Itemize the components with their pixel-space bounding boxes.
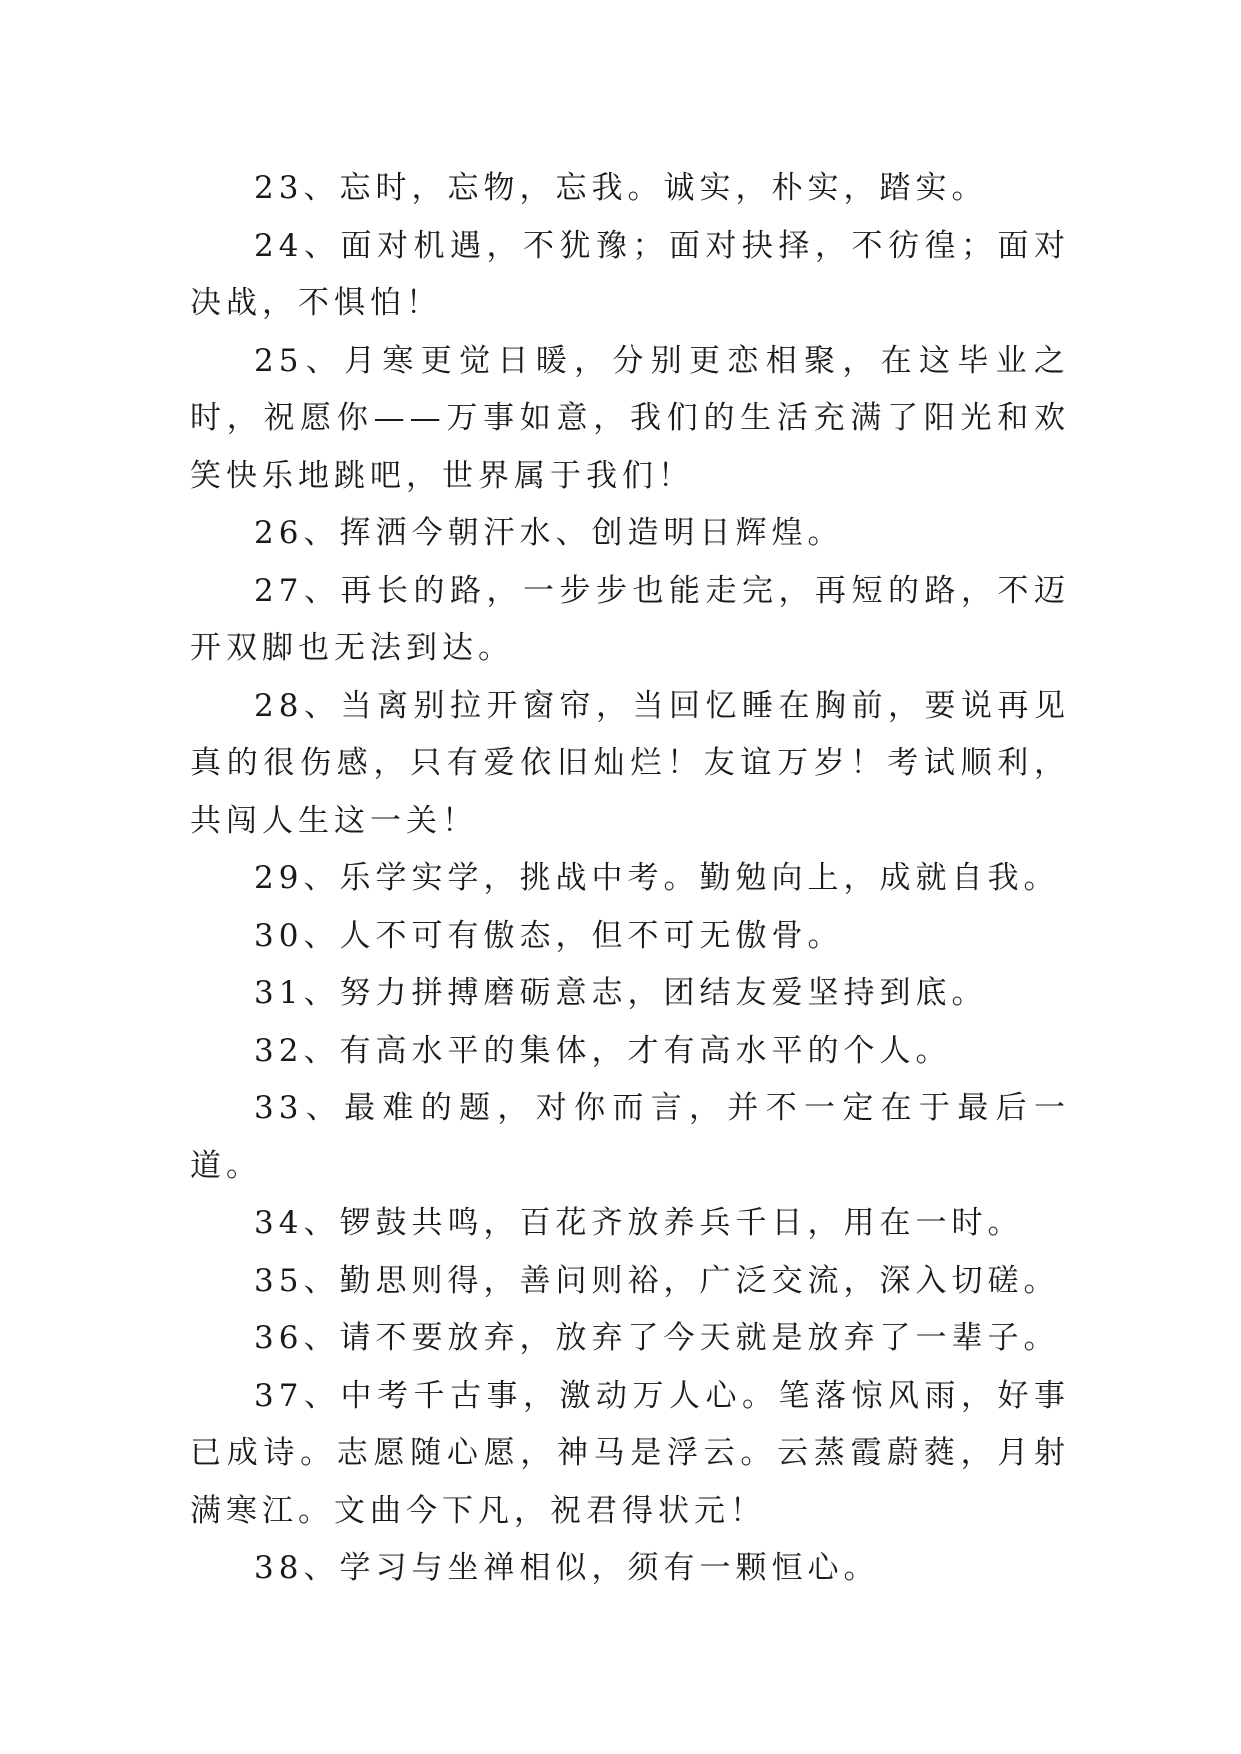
paragraph-36: 36、请不要放弃，放弃了今天就是放弃了一辈子。: [254, 1320, 1060, 1356]
paragraph-26: 26、挥洒今朝汗水、创造明日辉煌。: [254, 515, 844, 551]
paragraph-35: 35、勤思则得，善问则裕，广泛交流，深入切磋。: [254, 1262, 1060, 1299]
paragraph-38: 38、学习与坐禅相似，须有一颗恒心。: [254, 1550, 880, 1586]
paragraph-25: 25、月寒更觉日暖，分别更恋相聚，在这毕业之时，祝愿你——万事如意，我们的生活充满了阳光和欢笑快乐地跳吧，世界属于我们！: [190, 342, 1070, 494]
document-body: [190, 160, 1070, 1598]
paragraph-33: 33、最难的题，对你而言，并不一定在于最后一道。: [190, 1090, 1070, 1184]
paragraph-31: 31、努力拼搏磨砺意志，团结友爱坚持到底。: [254, 975, 988, 1011]
paragraph-30: 30、人不可有傲态，但不可无傲骨。: [254, 917, 844, 954]
paragraph-23: 23、忘时，忘物，忘我。诚实，朴实，踏实。: [254, 170, 988, 206]
paragraph-24: 24、面对机遇，不犹豫；面对抉择，不彷徨；面对决战，不惧怕！: [190, 227, 1070, 321]
paragraph-29: 29、乐学实学，挑战中考。勤勉向上，成就自我。: [254, 860, 1060, 896]
paragraph-28: 28、当离别拉开窗帘，当回忆睡在胸前，要说再见真的很伤感，只有爱依旧灿烂！友谊万岁！考试顺利，共闯人生这一关！: [190, 687, 1070, 839]
paragraph-37: 37、中考千古事，激动万人心。笔落惊风雨，好事已成诗。志愿随心愿，神马是浮云。云蒸霞蔚蕤，月射满寒江。文曲今下凡，祝君得状元！: [190, 1377, 1070, 1529]
paragraph-34: 34、锣鼓共鸣，百花齐放养兵千日，用在一时。: [254, 1205, 1024, 1241]
paragraph-27: 27、再长的路，一步步也能走完，再短的路，不迈开双脚也无法到达。: [190, 572, 1070, 666]
paragraph-32: 32、有高水平的集体，才有高水平的个人。: [254, 1032, 952, 1069]
